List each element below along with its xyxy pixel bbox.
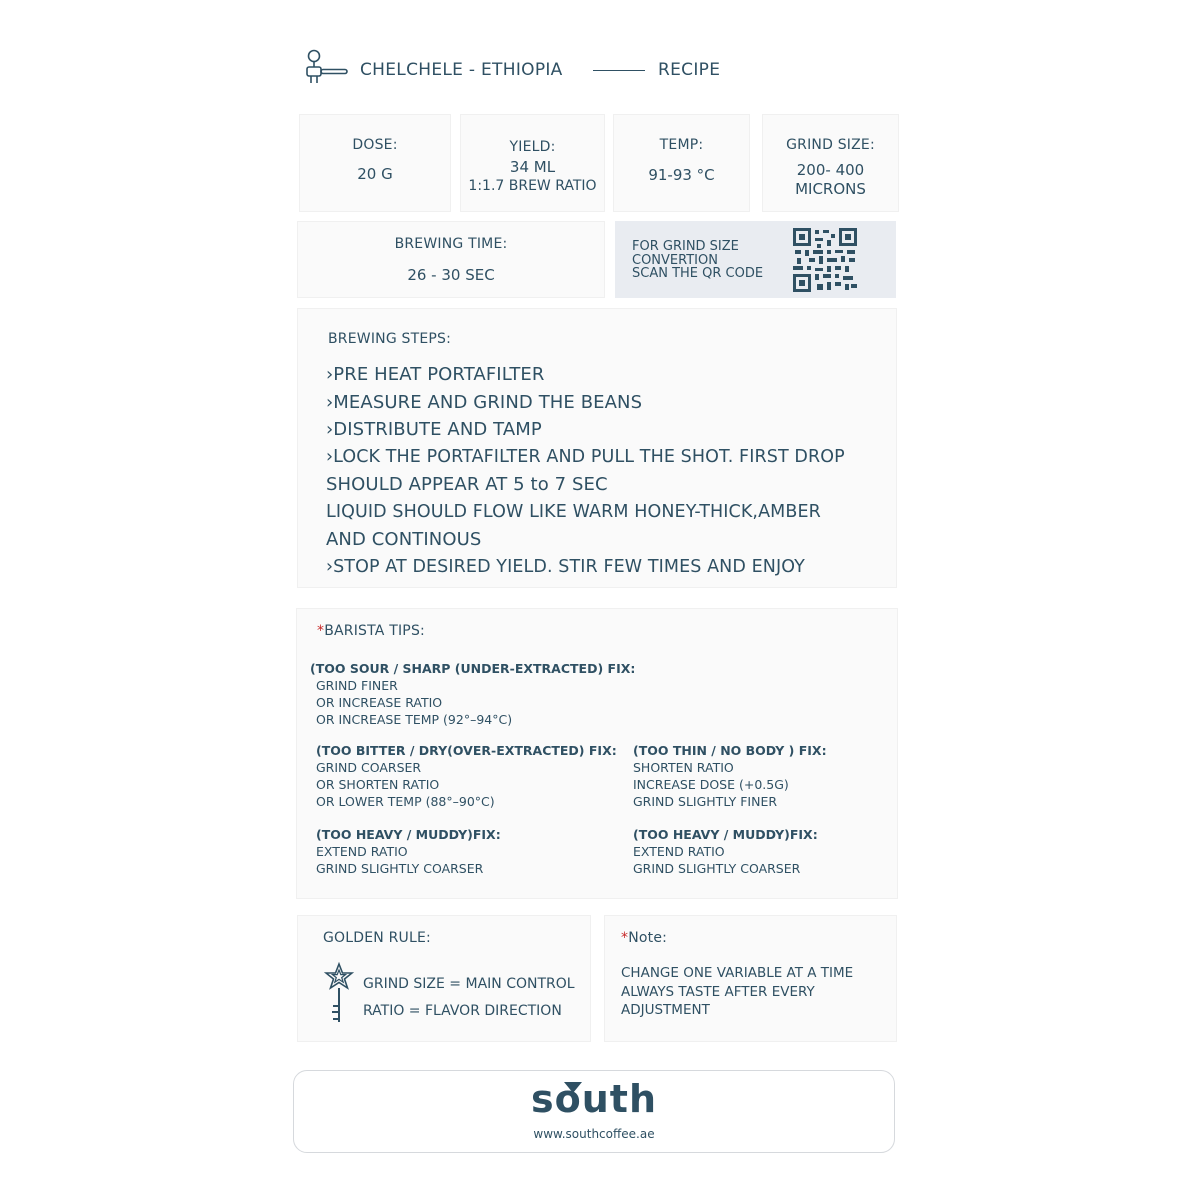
espresso-portafilter-icon — [305, 47, 349, 87]
footer-card — [293, 1070, 895, 1153]
tip-line: GRIND SLIGHTLY FINER — [633, 794, 778, 809]
tip-line: GRIND SLIGHTLY COARSER — [316, 861, 484, 876]
note-card — [604, 915, 897, 1042]
barista-tips-label: BARISTA TIPS: — [324, 623, 425, 639]
recipe-title: RECIPE — [658, 60, 721, 80]
qr-code-box[interactable] — [615, 221, 896, 298]
tip-bitter — [316, 742, 617, 810]
tip-heavy-right — [633, 826, 818, 877]
step-line: ›PRE HEAT PORTAFILTER — [326, 364, 545, 385]
step-line: ›MEASURE AND GRIND THE BEANS — [326, 391, 643, 413]
dose-value: 20 G — [357, 165, 393, 183]
origin-title: CHELCHELE - ETHIOPIA — [360, 60, 563, 80]
note-body — [621, 964, 853, 1020]
header — [305, 45, 905, 90]
yield-label: YIELD: — [509, 139, 556, 155]
tip-line: EXTEND RATIO — [633, 844, 725, 859]
dose-card — [299, 114, 451, 212]
qr-line-1: FOR GRIND SIZE — [632, 239, 739, 254]
step-line: ›DISTRIBUTE AND TAMP — [326, 419, 542, 440]
step-line: AND CONTINOUS — [326, 529, 482, 550]
grind-size-value: 200- 400 — [796, 161, 865, 179]
grind-size-label: GRIND SIZE: — [786, 137, 875, 153]
temp-value: 91-93 °C — [648, 166, 715, 184]
barista-tips-title — [317, 623, 425, 639]
asterisk: * — [317, 623, 325, 639]
note-line: ADJUSTMENT — [621, 1002, 710, 1018]
tip-heading: (TOO HEAVY / MUDDY)FIX: — [316, 827, 501, 842]
yield-ratio: 1:1.7 BREW RATIO — [468, 178, 597, 194]
temp-card — [613, 114, 750, 212]
grind-size-unit: MICRONS — [795, 180, 866, 198]
barista-tips-card — [296, 608, 898, 899]
brewing-time-value: 26 - 30 SEC — [407, 266, 495, 284]
tip-line: GRIND COARSER — [316, 760, 422, 775]
golden-rule-card — [297, 915, 591, 1042]
note-title — [621, 930, 667, 946]
golden-rule-line-2: RATIO = FLAVOR DIRECTION — [363, 1003, 562, 1019]
tip-line: OR LOWER TEMP (88°–90°C) — [316, 794, 495, 809]
golden-rule-title: GOLDEN RULE: — [323, 930, 431, 946]
note-label: Note: — [628, 930, 668, 946]
qr-line-2: CONVERTION — [632, 252, 718, 268]
qr-instructions — [632, 240, 763, 281]
dose-label: DOSE: — [352, 137, 398, 153]
tip-heading: (TOO HEAVY / MUDDY)FIX: — [633, 827, 818, 842]
step-line: ›STOP AT DESIRED YIELD. STIR FEW TIMES AND ENJOY — [326, 556, 805, 577]
step-line: SHOULD APPEAR AT 5 to 7 SEC — [326, 474, 608, 495]
temp-label: TEMP: — [659, 137, 704, 153]
tip-line: GRIND SLIGHTLY COARSER — [633, 861, 801, 876]
brewing-time-card — [297, 221, 605, 298]
qr-code-icon[interactable] — [793, 228, 857, 292]
brewing-steps-list — [326, 361, 892, 581]
brewing-steps-card — [297, 308, 897, 588]
tip-heavy-left — [316, 826, 501, 877]
asterisk: * — [621, 930, 629, 946]
step-line: ›LOCK THE PORTAFILTER AND PULL THE SHOT. FIRST DROP — [326, 446, 845, 467]
golden-rule-line-1: GRIND SIZE = MAIN CONTROL — [363, 976, 575, 992]
tip-line: OR INCREASE TEMP (92°–94°C) — [316, 712, 513, 727]
south-logo[interactable] — [294, 1075, 894, 1123]
step-line: LIQUID SHOULD FLOW LIKE WARM HONEY-THICK,AMBER — [326, 501, 821, 522]
yield-value: 34 ML — [509, 158, 556, 176]
logo-triangle — [564, 1082, 582, 1093]
logo-text: south — [531, 1077, 657, 1121]
tip-line: INCREASE DOSE (+0.5G) — [633, 777, 789, 792]
website-link[interactable]: www.southcoffee.ae — [533, 1127, 655, 1141]
yield-card — [460, 114, 605, 212]
tip-heading: (TOO THIN / NO BODY ) FIX: — [633, 743, 827, 758]
grind-size-card — [762, 114, 899, 212]
tip-heading: (TOO BITTER / DRY(OVER-EXTRACTED) FIX: — [316, 743, 617, 758]
tip-heading: (TOO SOUR / SHARP (UNDER-EXTRACTED) FIX: — [310, 661, 636, 676]
tip-line: SHORTEN RATIO — [633, 760, 734, 775]
brewing-time-label: BREWING TIME: — [394, 236, 508, 252]
brewing-steps-title: BREWING STEPS: — [328, 331, 452, 347]
star-key-icon — [324, 962, 354, 1026]
header-divider — [593, 70, 645, 71]
note-line: ALWAYS TASTE AFTER EVERY — [621, 983, 815, 1000]
qr-line-3: SCAN THE QR CODE — [632, 266, 764, 281]
tip-line: EXTEND RATIO — [316, 844, 408, 859]
tip-line: OR SHORTEN RATIO — [316, 777, 440, 792]
tip-line: GRIND FINER — [316, 678, 398, 693]
tip-thin — [633, 742, 827, 810]
note-line: CHANGE ONE VARIABLE AT A TIME — [621, 965, 854, 981]
tip-line: OR INCREASE RATIO — [316, 695, 443, 710]
tip-sour — [310, 660, 635, 728]
